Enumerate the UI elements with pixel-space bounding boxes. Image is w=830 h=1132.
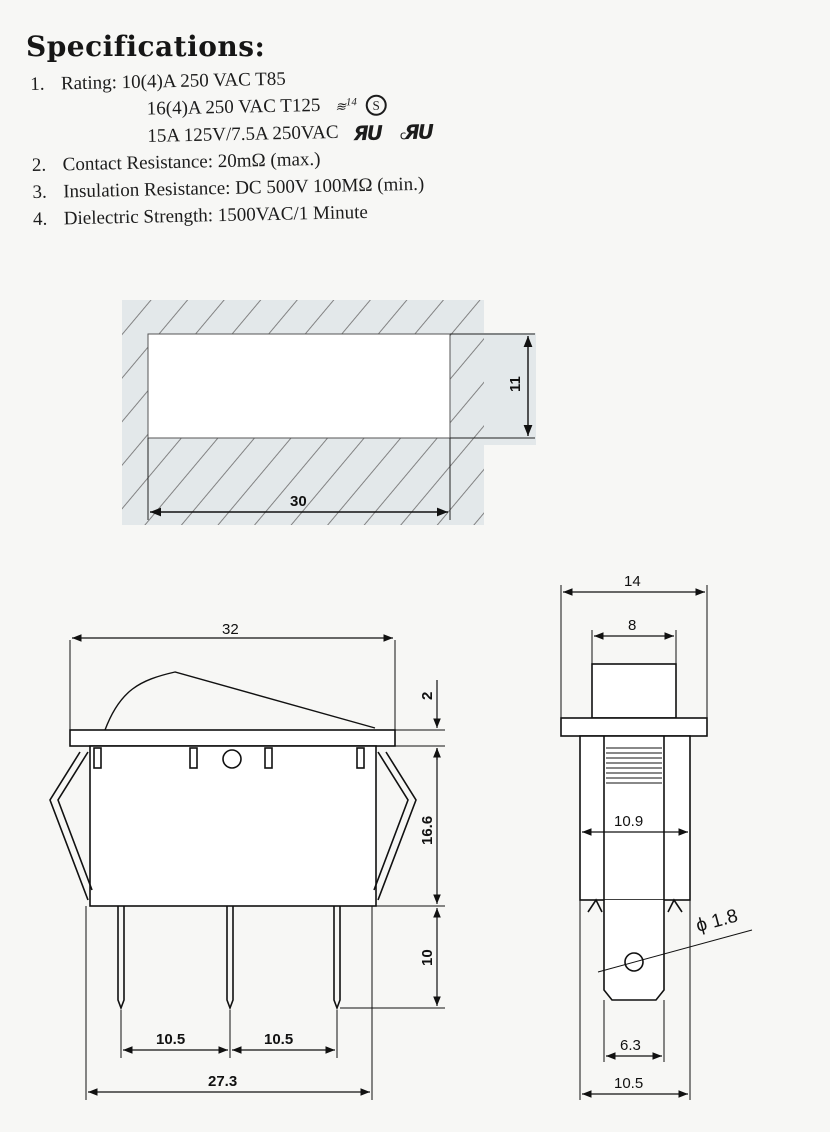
terminal-pin — [227, 906, 233, 1008]
rocker-height-label: 2 — [419, 691, 436, 700]
switch-body — [90, 746, 376, 906]
spec-text: Dielectric Strength: 1500VAC/1 Minute — [63, 201, 369, 230]
vde-mark-number: 14 — [345, 96, 357, 109]
rocker-width-label: 8 — [628, 617, 637, 634]
rating-line-1: 10(4)A 250 VAC T85 — [121, 68, 287, 94]
s-mark-icon: S — [365, 95, 386, 116]
spec-number: 3. — [32, 181, 47, 203]
spec-label: Rating: — [60, 72, 118, 95]
pitch-left-label: 10.5 — [156, 1031, 186, 1048]
terminal-width-label: 6.3 — [620, 1037, 641, 1054]
terminal-length-label: 10 — [419, 949, 436, 966]
rating-line-3: 15A 125V/7.5A 250VAC — [147, 121, 339, 147]
terminal-pin — [118, 906, 124, 1008]
spring-clip-left-outer — [50, 752, 88, 900]
flange — [70, 730, 395, 746]
clip-tab — [588, 900, 602, 912]
spring-clip-left — [58, 752, 92, 890]
cul-mark-text: ЯU — [404, 119, 433, 145]
rocker-side — [592, 664, 676, 718]
cutout-opening — [148, 334, 450, 438]
rating-line-2: 16(4)A 250 VAC T125 — [146, 94, 321, 120]
flange-side — [561, 718, 707, 736]
pitch-right-label: 10.5 — [264, 1031, 294, 1048]
body-width-label: 10.9 — [614, 813, 644, 830]
cutout-height-label: 11 — [507, 376, 524, 392]
quick-connect-terminal — [604, 900, 664, 1000]
vde-mark-icon: ≋$^{14}$ — [335, 96, 357, 115]
cutout-width-label: 30 — [290, 493, 307, 510]
panel-cutout-drawing — [122, 300, 536, 525]
hole-diameter-label: ϕ 1.8 — [693, 905, 741, 937]
ul-mark-icon: ЯU — [353, 120, 382, 146]
front-width-label: 32 — [222, 621, 239, 638]
front-view-drawing — [50, 640, 416, 1008]
spec-text: Contact Resistance: 20mΩ (max.) — [62, 148, 321, 176]
rocker-outline — [105, 672, 375, 730]
body-height-label: 16.6 — [419, 815, 436, 845]
clip-tab — [668, 900, 682, 912]
spec-number: 2. — [31, 154, 47, 176]
flange-width-label: 14 — [624, 573, 641, 590]
spec-number: 4. — [32, 208, 48, 230]
span-label: 27.3 — [208, 1073, 238, 1090]
cul-prefix: c — [399, 128, 405, 143]
spec-text: Insulation Resistance: DC 500V 100MΩ (min.) — [63, 173, 425, 203]
base-width-label: 10.5 — [614, 1075, 644, 1092]
spec-number: 1. — [30, 73, 45, 95]
page-title: Specifications: — [26, 30, 266, 63]
spring-clip-right — [374, 752, 408, 890]
spring-clip-right-outer — [378, 752, 416, 900]
terminal-pin — [334, 906, 340, 1008]
